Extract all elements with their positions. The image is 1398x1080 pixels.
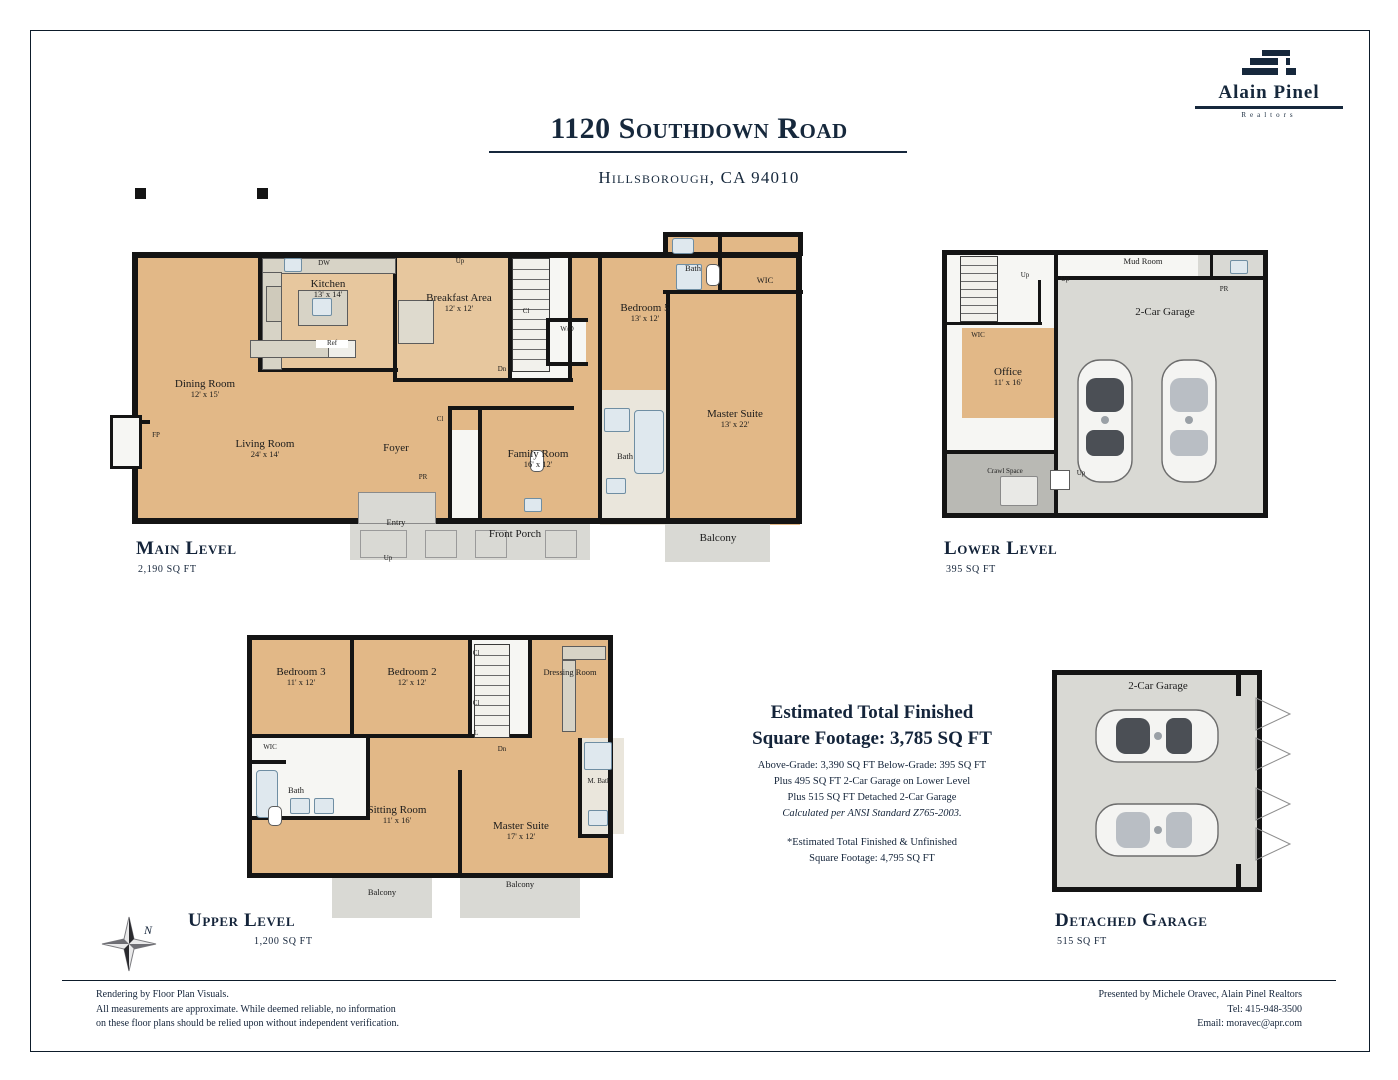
sink-icon [588, 810, 608, 826]
wall [718, 232, 722, 294]
sink-icon [314, 798, 334, 814]
tag-l-upper: L [473, 729, 479, 737]
wall [663, 232, 803, 237]
main-level-plan [110, 230, 830, 590]
wall [946, 450, 1058, 454]
room-label-breakfast: Breakfast Area 12' x 12' [426, 292, 492, 314]
summary-line1: Above-Grade: 3,390 SQ FT Below-Grade: 395 SQ FT [757, 760, 987, 772]
detached-garage-title: Detached Garage [1055, 910, 1208, 931]
sink-icon [284, 258, 302, 272]
wall [1058, 276, 1268, 280]
room-label-dressing: Dressing Room [543, 667, 597, 677]
balcony1-slab [332, 878, 432, 918]
room-label-balcony-upper-1: Balcony [367, 887, 397, 897]
page-subtitle: Hillsborough, CA 94010 [598, 168, 800, 187]
sink-icon [290, 798, 310, 814]
tag-cl-upper: Cl [472, 649, 480, 657]
room-label-wic-lower: WIC [971, 331, 985, 339]
tag-wd: W/D [560, 325, 574, 333]
tag-up-lower: Up [1020, 271, 1030, 279]
sink-icon [1230, 260, 1248, 274]
room-label-dining: Dining Room 12' x 15' [174, 378, 236, 400]
wall [247, 873, 613, 878]
brand-tagline: Realtors [1241, 111, 1297, 119]
summary-line2: Plus 495 SQ FT 2-Car Garage on Lower Level [773, 776, 971, 788]
wall [247, 735, 252, 877]
footer-left-line2: All measurements are approximate. While deemed reliable, no information [96, 1003, 396, 1015]
tag-fp: FP [152, 431, 160, 439]
wall [946, 322, 1042, 325]
room-label-bedroom5: Bedroom 5 13' x 12' [620, 302, 670, 324]
lower-level-sqft: 395 SQ FT [946, 564, 996, 575]
room-label-foyer: Foyer [383, 442, 409, 454]
logo-mark-icon [1242, 50, 1296, 80]
wall [578, 834, 612, 838]
wall [458, 770, 462, 878]
room-label-bath2: Bath [616, 451, 634, 461]
car-icon [1158, 356, 1220, 486]
room-label-master-upper: Master Suite 17' x 12' [493, 820, 549, 842]
footer-left-line1: Rendering by Floor Plan Visuals. [96, 989, 229, 1000]
wall [598, 254, 602, 524]
room-label-wic-upper: WIC [263, 743, 277, 751]
tag-up-porch: Up [383, 554, 393, 562]
wall [508, 254, 512, 382]
footer-right-line2: Tel: 415-948-3500 [1227, 1003, 1302, 1015]
tag-cl-upper-2: Cl [472, 699, 480, 707]
summary-block [716, 700, 1028, 867]
room-label-bath-upper: Bath [287, 785, 305, 795]
footer-divider [62, 980, 1336, 981]
footer-right-line1: Presented by Michele Oravec, Alain Pinel Realtors [1098, 989, 1302, 1000]
garage-door-icon [1254, 692, 1294, 868]
lower-level-plan [940, 248, 1270, 528]
summary-note2: Square Footage: 4,795 SQ FT [809, 853, 935, 865]
page-title: 1120 Southdown Road [550, 112, 848, 145]
wall [1236, 670, 1241, 696]
summary-line3: Plus 515 SQ FT Detached 2-Car Garage [787, 791, 957, 803]
equipment-icon [1000, 476, 1038, 506]
compass-rose [100, 915, 158, 973]
tag-up-lower-2: Up [1060, 275, 1070, 283]
tag-cl-2: Cl [436, 415, 444, 423]
car-icon [1092, 800, 1222, 860]
summary-heading-line1: Estimated Total Finished [770, 702, 974, 723]
shower-icon [604, 408, 630, 432]
brand-logo [1195, 50, 1343, 119]
logo-rule [1195, 106, 1343, 109]
wall [393, 378, 573, 382]
plan-marker [135, 188, 146, 199]
lower-stair [960, 256, 998, 322]
sink-icon [524, 498, 542, 512]
car-icon [1092, 706, 1222, 766]
room-label-master: Master Suite 13' x 22' [707, 408, 763, 430]
wall [247, 635, 252, 740]
title-underline [489, 151, 907, 153]
wall [132, 252, 138, 524]
room-label-balcony-upper-2: Balcony [505, 879, 535, 889]
tag-up: Up [455, 257, 465, 265]
room-label-bath: Bath [684, 263, 702, 273]
lower-level-title: Lower Level [944, 538, 1058, 559]
wall [693, 518, 802, 524]
detached-garage-plan [1050, 668, 1270, 900]
room-label-kitchen: Kitchen 13' x 14' [310, 278, 346, 300]
tag-dn-upper: Dn [497, 745, 507, 753]
room-label-sitting: Sitting Room 11' x 16' [367, 804, 427, 826]
wall [578, 738, 582, 838]
wall [1052, 670, 1057, 892]
toilet-icon [268, 806, 282, 826]
plan-marker [257, 188, 268, 199]
wall [247, 635, 613, 640]
upper-level-sqft: 1,200 SQ FT [254, 936, 313, 947]
room-label-bedroom3: Bedroom 3 11' x 12' [276, 666, 326, 688]
detached-garage-sqft: 515 SQ FT [1057, 936, 1107, 947]
wall [448, 406, 574, 410]
summary-line4: Calculated per ANSI Standard Z765-2003. [782, 807, 962, 819]
footer-right-line3: Email: moravec@apr.com [1197, 1018, 1302, 1029]
room-label-garage: 2-Car Garage [1135, 306, 1195, 318]
footer-left-line3: on these floor plans should be relied upon without independent verification. [96, 1018, 399, 1029]
sink-icon [606, 478, 626, 494]
wall [350, 638, 354, 738]
wall [1210, 250, 1213, 278]
room-label-bedroom2: Bedroom 2 12' x 12' [387, 666, 437, 688]
compass-north-label: N [144, 923, 153, 937]
room-label-front-porch: Front Porch [488, 528, 542, 540]
room-label-living: Living Room 24' x 14' [235, 438, 295, 460]
summary-note1: *Estimated Total Finished & Unfinished [787, 837, 957, 849]
wall [663, 290, 803, 294]
foyer-slab [450, 430, 480, 520]
car-icon [1074, 356, 1136, 486]
wall [942, 250, 1268, 255]
tag-pr-lower: PR [1219, 285, 1229, 293]
tag-ref: Ref [316, 340, 348, 348]
wall [942, 250, 947, 518]
wall [1038, 280, 1041, 325]
room-label-balcony: Balcony [699, 532, 737, 544]
wall [1052, 670, 1262, 675]
upper-level-plan [222, 630, 642, 940]
brand-name: Alain Pinel [1218, 82, 1320, 103]
summary-heading-line2: Square Footage: 3,785 SQ FT [752, 727, 992, 749]
room-label-family: Family Room 16' x 12' [507, 448, 569, 470]
footer-left [96, 988, 399, 1032]
shower-icon [584, 742, 612, 770]
upper-level-title: Upper Level [188, 910, 296, 931]
tag-dw: DW [318, 259, 330, 267]
sink-icon [672, 238, 694, 254]
closet-shelf [562, 646, 606, 660]
island-sink-icon [312, 298, 332, 316]
room-label-wic: WIC [756, 275, 774, 285]
fireplace [110, 415, 142, 469]
tag-dn: Dn [497, 365, 507, 373]
room-label-office: Office 11' x 16' [993, 366, 1023, 388]
footer-right [1098, 988, 1302, 1032]
wall [546, 318, 588, 322]
wall [798, 232, 803, 256]
room-label-mudroom: Mud Room [1123, 256, 1163, 266]
room-label-entry: Entry [386, 517, 406, 527]
wall [250, 760, 286, 764]
room-label-detached-garage: 2-Car Garage [1128, 680, 1188, 692]
tag-cl: Cl [522, 307, 530, 315]
wall [528, 638, 532, 738]
wall [546, 362, 588, 366]
wall [1052, 887, 1262, 892]
wall [1236, 864, 1241, 892]
wall [1263, 250, 1268, 518]
tub-icon [634, 410, 664, 474]
room-label-crawl: Crawl Space [987, 467, 1023, 475]
wall [942, 513, 1268, 518]
tag-up-crawl: Up [1076, 469, 1086, 477]
upper-stair [474, 644, 510, 738]
main-level-sqft: 2,190 SQ FT [138, 564, 197, 575]
wall [663, 232, 668, 256]
tag-pr: PR [418, 473, 428, 481]
equipment-icon [1050, 470, 1070, 490]
wall [666, 290, 670, 522]
main-level-title: Main Level [136, 538, 237, 559]
room-label-mbath: M. Bath [587, 777, 611, 785]
